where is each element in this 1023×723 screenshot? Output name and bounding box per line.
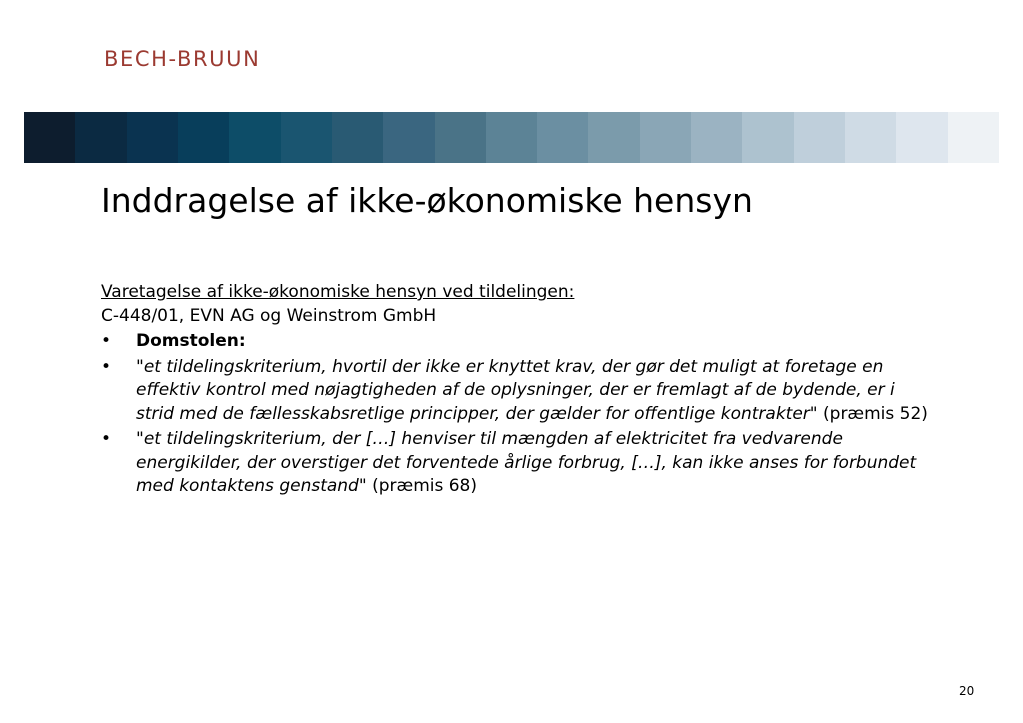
bullet-quote: "et tildelingskriterium, hvortil der ikke er knyttet krav, der gør det muligt at foretage en effektiv kontrol med nøjagtigheden af de oplysninger, der er fremlagt af de bydende, er i strid med de fællesskabsretlige principper, der gælder for offentlige kontrakter <box>136 356 895 424</box>
bullet-item <box>101 330 931 354</box>
case-reference: C-448/01, EVN AG og Weinstrom GmbH <box>101 305 437 326</box>
slide-title: Inddragelse af ikke-økonomiske hensyn <box>101 181 753 220</box>
bullet-citation: " (præmis 68) <box>358 476 477 496</box>
subheading: Varetagelse af ikke-økonomiske hensyn ved tildelingen: <box>101 282 575 302</box>
color-swatch <box>435 112 486 163</box>
color-swatch <box>486 112 537 163</box>
bullet-heading: Domstolen: <box>136 331 246 351</box>
color-gradient-band <box>24 112 999 163</box>
page-number: 20 <box>959 684 975 698</box>
color-swatch <box>742 112 793 163</box>
color-swatch <box>178 112 229 163</box>
bullet-list <box>101 330 931 499</box>
color-swatch <box>332 112 383 163</box>
bullet-icon: • <box>101 331 112 351</box>
color-swatch <box>588 112 639 163</box>
company-logo: BECH-BRUUN <box>104 47 261 71</box>
color-swatch <box>75 112 126 163</box>
color-swatch <box>229 112 280 163</box>
color-swatch <box>383 112 434 163</box>
bullet-icon: • <box>101 356 112 377</box>
slide-content <box>101 281 931 501</box>
color-swatch <box>948 112 999 163</box>
color-swatch <box>640 112 691 163</box>
color-swatch <box>845 112 896 163</box>
color-swatch <box>794 112 845 163</box>
color-swatch <box>896 112 947 163</box>
bullet-item <box>101 428 931 499</box>
bullet-quote: "et tildelingskriterium, der […] henviser til mængden af elektricitet fra vedvarende energikilder, der overstiger det forventede årlige forbrug, […], kan ikke anses for forbundet med kontaktens genstand <box>136 429 917 496</box>
bullet-citation: " (præmis 52) <box>809 403 928 424</box>
bullet-item <box>101 356 931 427</box>
color-swatch <box>281 112 332 163</box>
color-swatch <box>691 112 742 163</box>
color-swatch <box>537 112 588 163</box>
bullet-icon: • <box>101 429 112 449</box>
color-swatch <box>24 112 75 163</box>
color-swatch <box>127 112 178 163</box>
